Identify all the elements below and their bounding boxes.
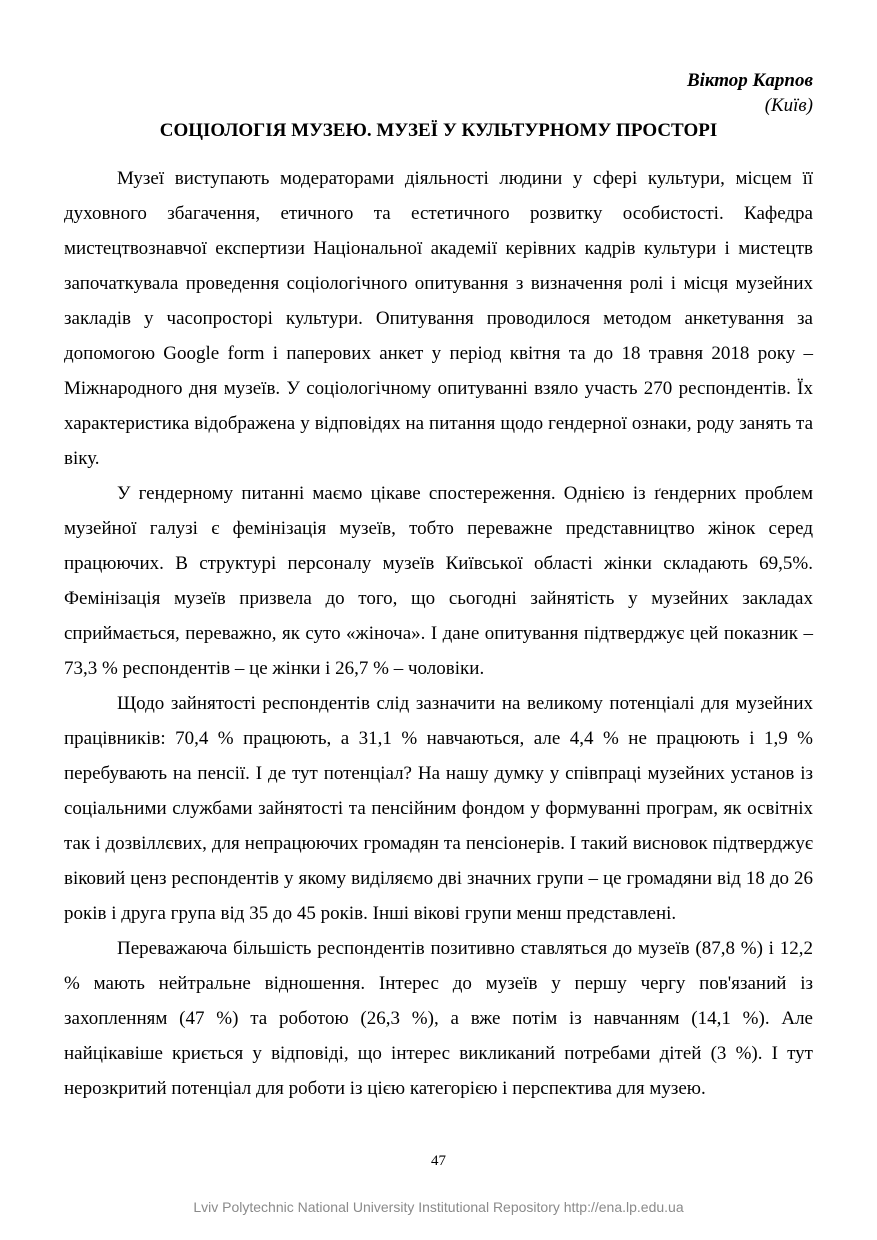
paragraph-4: Переважаюча більшість респондентів позитивно ставляться до музеїв (87,8 %) і 12,2 % мають нейтральне відношення. Інтерес до музеїв у першу чергу пов'язаний із захопленням (47 %) та роботою (26,3 %), а вже потім із навчанням (14,1 %). Але найцікавіше криється у відповіді, що інтерес викликаний потребами дітей (3 %). І тут нерозкритий потенціал для роботи із цією категорією і перспектива для музею. bbox=[64, 938, 813, 1099]
paragraph-1: Музеї виступають модераторами діяльності людини у сфері культури, місцем її духовного збагачення, етичного та естетичного розвитку особистості. Кафедра мистецтвознавчої експертизи Національної академії керівних кадрів культури і мистецтв започаткувала проведення соціологічного опитування з визначення ролі і місця музейних закладів у часопросторі культури. Опитування проводилося методом анкетування за допомогою Google form і паперових анкет у період квітня та до 18 травня 2018 року – Міжнародного дня музеїв. У соціологічному опитуванні взяло участь 270 респондентів. Їх характеристика відображена у відповідях на питання щодо гендерної ознаки, роду занять та віку. bbox=[64, 168, 813, 469]
repository-watermark: Lviv Polytechnic National University Institutional Repository http://ena.lp.edu.ua bbox=[193, 1199, 684, 1215]
page-number: 47 bbox=[431, 1153, 446, 1169]
article-title: СОЦІОЛОГІЯ МУЗЕЮ. МУЗЕЇ У КУЛЬТУРНОМУ ПРОСТОРІ bbox=[159, 120, 718, 141]
paragraph-2: У гендерному питанні маємо цікаве спостереження. Однією із ґендерних проблем музейної галузі є фемінізація музеїв, тобто переважне представництво жінок серед працюючих. В структурі персоналу музеїв Київської області жінки складають 69,5%. Фемінізація музеїв призвела до того, що сьогодні зайнятість у музейних закладах сприймається, переважно, як суто «жіноча». І дане опитування підтверджує цей показник – 73,3 % респондентів – це жінки і 26,7 % – чоловіки. bbox=[64, 483, 813, 679]
author-city: (Київ) bbox=[764, 95, 813, 116]
article-body bbox=[64, 161, 813, 1106]
paragraph-3: Щодо зайнятості респондентів слід зазначити на великому потенціалі для музейних працівників: 70,4 % працюють, а 31,1 % навчаються, але 4,4 % не працюють і 1,9 % перебувають на пенсії. І де тут потенціал? На нашу думку у співпраці музейних установ із соціальними службами зайнятості та пенсійним фондом у формуванні програм, як освітніх так і дозвіллєвих, для непрацюючих громадян та пенсіонерів. І такий висновок підтверджує віковий ценз респондентів у якому виділяємо дві значних групи – це громадяни від 18 до 26 років і друга група від 35 до 45 років. Інші вікові групи менш представлені. bbox=[64, 693, 813, 924]
author-name: Віктор Карпов bbox=[686, 70, 813, 91]
